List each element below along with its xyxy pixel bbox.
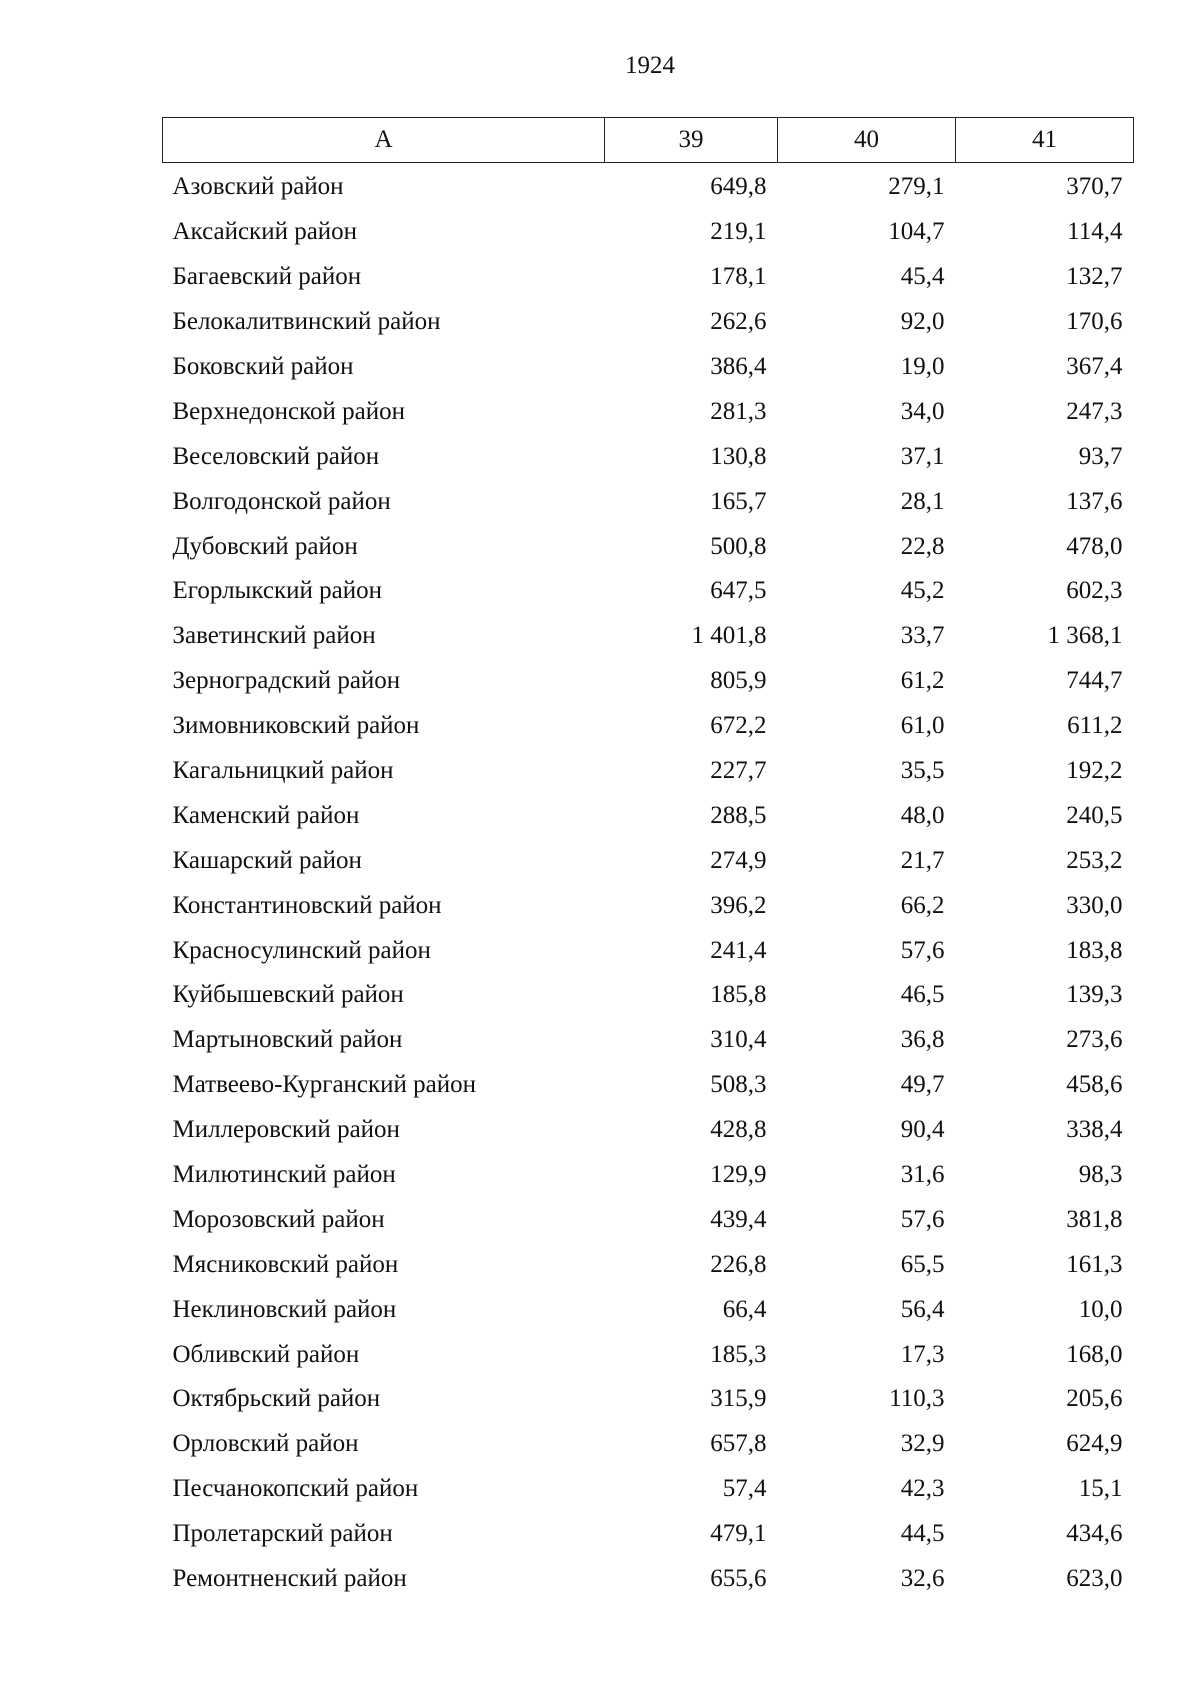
row-value-41: 478,0 xyxy=(1066,532,1123,560)
row-value-40: 56,4 xyxy=(900,1295,945,1323)
row-value-39: 226,8 xyxy=(710,1250,767,1278)
row-value-39: 672,2 xyxy=(710,712,767,740)
row-value-40: 28,1 xyxy=(900,487,945,515)
row-district-name: Багаевский район xyxy=(172,263,362,291)
row-value-40: 21,7 xyxy=(900,846,945,874)
row-value-39: 281,3 xyxy=(710,397,767,425)
row-value-39: 647,5 xyxy=(710,577,767,605)
table-header xyxy=(163,118,1134,163)
table-row xyxy=(163,434,1134,479)
row-district-name: Зимовниковский район xyxy=(172,712,420,740)
row-district-name: Егорлыкский район xyxy=(172,577,382,605)
table-header-row xyxy=(163,118,1134,163)
row-value-41: 253,2 xyxy=(1066,846,1123,874)
row-district-name: Куйбышевский район xyxy=(172,981,404,1009)
row-value-41: 611,2 xyxy=(1067,712,1123,740)
row-value-41: 137,6 xyxy=(1066,487,1123,515)
table-row xyxy=(163,255,1134,300)
row-value-39: 1 401,8 xyxy=(691,622,767,650)
row-value-39: 396,2 xyxy=(710,891,767,919)
row-value-41: 458,6 xyxy=(1066,1071,1123,1099)
row-value-40: 61,2 xyxy=(900,667,945,695)
table-row xyxy=(163,1377,1134,1422)
table-row xyxy=(163,524,1134,569)
header-cell-40: 40 xyxy=(778,118,956,163)
row-value-41: 183,8 xyxy=(1066,936,1123,964)
row-value-41: 744,7 xyxy=(1066,667,1123,695)
row-district-name: Мартыновский район xyxy=(172,1026,403,1054)
row-value-41: 624,9 xyxy=(1066,1430,1123,1458)
row-value-39: 657,8 xyxy=(710,1430,767,1458)
row-value-41: 330,0 xyxy=(1066,891,1123,919)
row-value-41: 240,5 xyxy=(1066,801,1123,829)
row-value-39: 288,5 xyxy=(710,801,767,829)
header-cell-a: А xyxy=(163,118,605,163)
row-value-41: 192,2 xyxy=(1066,757,1123,785)
table-row xyxy=(163,479,1134,524)
row-value-40: 31,6 xyxy=(900,1161,945,1189)
row-value-40: 45,2 xyxy=(900,577,945,605)
row-value-41: 367,4 xyxy=(1066,353,1123,380)
row-value-39: 219,1 xyxy=(710,218,767,246)
row-value-41: 623,0 xyxy=(1066,1565,1123,1593)
row-district-name: Матвеево-Курганский район xyxy=(172,1071,477,1099)
row-value-41: 161,3 xyxy=(1066,1250,1123,1278)
table-row xyxy=(163,838,1134,883)
row-value-39: 129,9 xyxy=(710,1161,767,1189)
row-value-40: 17,3 xyxy=(900,1340,945,1368)
row-value-39: 227,7 xyxy=(710,757,767,785)
table-row xyxy=(163,1153,1134,1198)
row-value-40: 57,6 xyxy=(900,1205,945,1233)
row-value-39: 66,4 xyxy=(722,1295,767,1323)
table-row xyxy=(163,928,1134,973)
row-district-name: Боковский район xyxy=(172,353,354,380)
row-value-39: 315,9 xyxy=(710,1385,767,1413)
row-value-39: 130,8 xyxy=(710,442,767,470)
row-district-name: Белокалитвинский район xyxy=(172,308,441,336)
row-value-39: 508,3 xyxy=(710,1071,767,1099)
row-value-40: 33,7 xyxy=(900,622,945,650)
table-row xyxy=(163,1108,1134,1153)
row-district-name: Орловский район xyxy=(172,1430,359,1458)
table-row xyxy=(163,1467,1134,1512)
header-cell-39: 39 xyxy=(605,118,778,163)
row-value-41: 434,6 xyxy=(1066,1520,1123,1548)
table-row xyxy=(163,749,1134,794)
row-value-40: 279,1 xyxy=(888,173,945,201)
row-district-name: Аксайский район xyxy=(172,218,358,246)
table-row xyxy=(163,300,1134,345)
row-district-name: Милютинский район xyxy=(172,1161,396,1189)
row-district-name: Волгодонской район xyxy=(172,487,391,515)
row-district-name: Песчанокопский район xyxy=(172,1475,419,1503)
page-number: 1924 xyxy=(625,52,675,79)
row-district-name: Октябрьский район xyxy=(172,1385,381,1413)
row-value-39: 500,8 xyxy=(710,532,767,560)
row-value-40: 36,8 xyxy=(900,1026,945,1054)
row-district-name: Неклиновский район xyxy=(172,1295,397,1323)
row-value-40: 104,7 xyxy=(888,218,945,246)
row-value-39: 165,7 xyxy=(710,487,767,515)
table-row xyxy=(163,1422,1134,1467)
row-value-39: 655,6 xyxy=(710,1565,767,1593)
row-district-name: Обливский район xyxy=(172,1340,360,1368)
table-row xyxy=(163,1063,1134,1108)
row-value-40: 34,0 xyxy=(900,397,945,425)
row-value-40: 32,9 xyxy=(900,1430,945,1458)
row-value-39: 57,4 xyxy=(722,1475,767,1503)
row-value-40: 61,0 xyxy=(900,712,945,740)
table-row xyxy=(163,1242,1134,1287)
row-district-name: Азовский район xyxy=(172,173,344,201)
row-value-41: 10,0 xyxy=(1078,1295,1123,1323)
row-value-41: 381,8 xyxy=(1066,1205,1123,1233)
row-district-name: Верхнедонской район xyxy=(172,397,405,425)
row-value-40: 66,2 xyxy=(900,891,945,919)
row-value-39: 185,3 xyxy=(710,1340,767,1368)
row-district-name: Пролетарский район xyxy=(172,1520,393,1548)
row-value-41: 114,4 xyxy=(1067,218,1123,246)
row-value-39: 262,6 xyxy=(710,308,767,336)
table-row xyxy=(163,163,1134,210)
row-value-40: 90,4 xyxy=(900,1116,945,1144)
row-district-name: Зерноградский район xyxy=(172,667,401,695)
row-value-39: 439,4 xyxy=(710,1205,767,1233)
row-district-name: Дубовский район xyxy=(172,532,358,560)
row-value-40: 110,3 xyxy=(889,1385,945,1413)
row-value-39: 241,4 xyxy=(710,936,767,964)
row-value-41: 15,1 xyxy=(1078,1475,1123,1503)
row-value-41: 247,3 xyxy=(1066,397,1123,425)
row-value-41: 1 368,1 xyxy=(1047,622,1123,650)
row-value-41: 205,6 xyxy=(1066,1385,1123,1413)
row-value-40: 32,6 xyxy=(900,1565,945,1593)
table-row xyxy=(163,389,1134,434)
row-value-41: 602,3 xyxy=(1066,577,1123,605)
row-district-name: Красносулинский район xyxy=(172,936,431,964)
row-value-41: 170,6 xyxy=(1066,308,1123,336)
table-row xyxy=(163,793,1134,838)
row-district-name: Каменский район xyxy=(172,801,360,829)
data-table xyxy=(162,117,1134,1602)
row-district-name: Миллеровский район xyxy=(172,1116,400,1144)
row-district-name: Кагальницкий район xyxy=(172,757,394,785)
row-value-40: 49,7 xyxy=(900,1071,945,1099)
table-row xyxy=(163,345,1134,390)
row-value-39: 479,1 xyxy=(710,1520,767,1548)
table-body xyxy=(163,163,1134,1602)
row-value-40: 42,3 xyxy=(900,1475,945,1503)
row-value-40: 37,1 xyxy=(900,442,945,470)
row-value-39: 274,9 xyxy=(710,846,767,874)
row-value-39: 805,9 xyxy=(710,667,767,695)
row-value-40: 48,0 xyxy=(900,801,945,829)
row-value-41: 168,0 xyxy=(1066,1340,1123,1368)
row-district-name: Мясниковский район xyxy=(172,1250,399,1278)
table-row xyxy=(163,1512,1134,1557)
table-row xyxy=(163,704,1134,749)
table-row xyxy=(163,1018,1134,1063)
table-row xyxy=(163,1197,1134,1242)
table-row xyxy=(163,614,1134,659)
row-value-39: 428,8 xyxy=(710,1116,767,1144)
header-cell-41: 41 xyxy=(956,118,1134,163)
row-value-41: 338,4 xyxy=(1066,1116,1123,1144)
row-value-39: 386,4 xyxy=(710,353,767,380)
row-district-name: Морозовский район xyxy=(172,1205,385,1233)
row-value-41: 370,7 xyxy=(1066,173,1123,201)
row-value-39: 649,8 xyxy=(710,173,767,201)
row-district-name: Константиновский район xyxy=(172,891,442,919)
table-row xyxy=(163,210,1134,255)
row-value-40: 45,4 xyxy=(900,263,945,291)
row-value-40: 46,5 xyxy=(900,981,945,1009)
row-district-name: Заветинский район xyxy=(172,622,376,650)
row-value-39: 185,8 xyxy=(710,981,767,1009)
row-district-name: Веселовский район xyxy=(172,442,380,470)
row-value-40: 35,5 xyxy=(900,757,945,785)
table-row xyxy=(163,883,1134,928)
table-row xyxy=(163,659,1134,704)
row-value-41: 132,7 xyxy=(1066,263,1123,291)
row-value-40: 19,0 xyxy=(900,353,945,380)
row-value-41: 93,7 xyxy=(1078,442,1123,470)
row-district-name: Ремонтненский район xyxy=(172,1565,407,1593)
row-value-40: 22,8 xyxy=(900,532,945,560)
row-value-39: 178,1 xyxy=(710,263,767,291)
row-value-40: 57,6 xyxy=(900,936,945,964)
row-value-41: 139,3 xyxy=(1066,981,1123,1009)
row-value-41: 273,6 xyxy=(1066,1026,1123,1054)
row-value-40: 44,5 xyxy=(900,1520,945,1548)
row-value-39: 310,4 xyxy=(710,1026,767,1054)
row-value-40: 92,0 xyxy=(900,308,945,336)
table-row xyxy=(163,1557,1134,1602)
row-value-41: 98,3 xyxy=(1078,1161,1123,1189)
table-row xyxy=(163,1332,1134,1377)
row-district-name: Кашарский район xyxy=(172,846,362,874)
table-row xyxy=(163,1287,1134,1332)
table-row xyxy=(163,569,1134,614)
table-row xyxy=(163,973,1134,1018)
row-value-40: 65,5 xyxy=(900,1250,945,1278)
